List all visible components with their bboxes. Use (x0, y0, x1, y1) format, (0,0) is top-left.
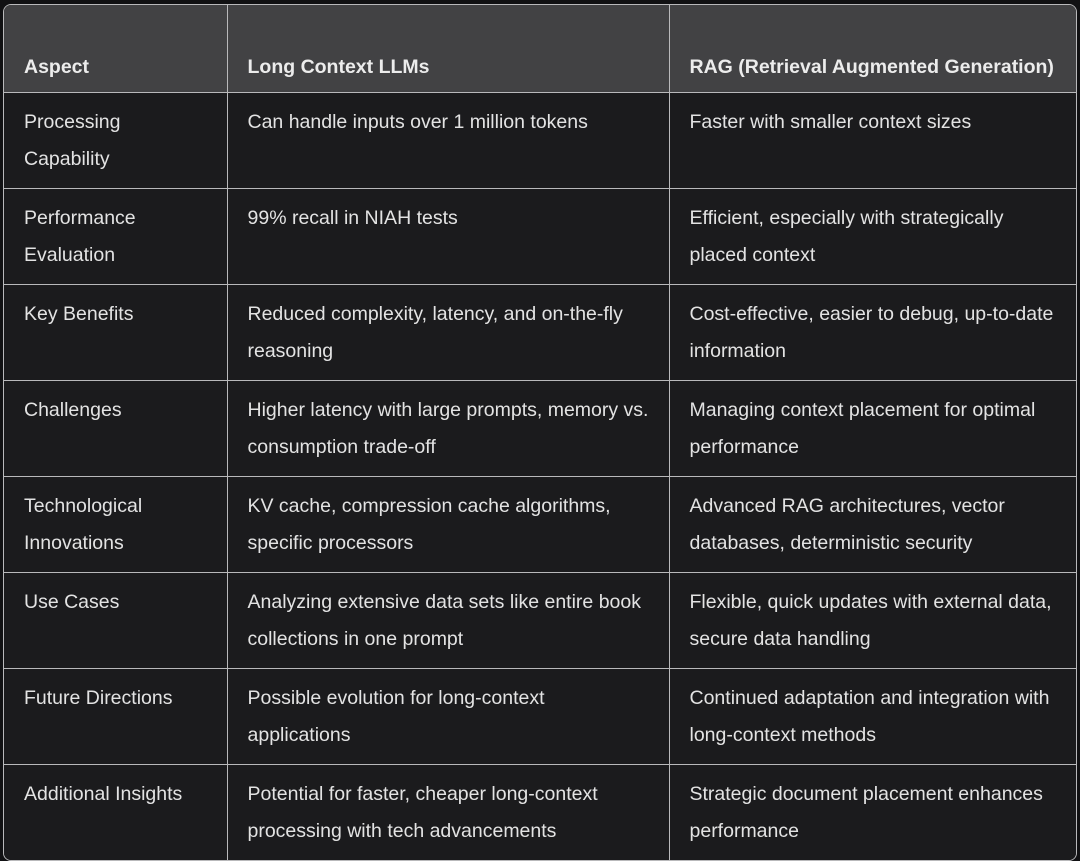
cell-aspect: Performance Evaluation (4, 188, 227, 284)
cell-long-context: Can handle inputs over 1 million tokens (227, 92, 669, 188)
cell-rag: Flexible, quick updates with external data, secure data handling (669, 572, 1076, 668)
cell-aspect: Challenges (4, 380, 227, 476)
cell-rag: Continued adaptation and integration with long-context methods (669, 668, 1076, 764)
table-row (4, 380, 1076, 476)
header-long-context-llms: Long Context LLMs (227, 5, 669, 92)
cell-rag: Efficient, especially with strategically placed context (669, 188, 1076, 284)
table-row (4, 764, 1076, 860)
cell-long-context: Analyzing extensive data sets like entire book collections in one prompt (227, 572, 669, 668)
cell-long-context: Possible evolution for long-context applications (227, 668, 669, 764)
cell-long-context: 99% recall in NIAH tests (227, 188, 669, 284)
cell-rag: Managing context placement for optimal performance (669, 380, 1076, 476)
comparison-table (4, 5, 1076, 860)
table-row (4, 476, 1076, 572)
cell-rag: Advanced RAG architectures, vector databases, deterministic security (669, 476, 1076, 572)
table-row (4, 572, 1076, 668)
comparison-table-container (3, 4, 1077, 861)
cell-long-context: Higher latency with large prompts, memory vs. consumption trade-off (227, 380, 669, 476)
header-aspect: Aspect (4, 5, 227, 92)
table-row (4, 92, 1076, 188)
table-row (4, 188, 1076, 284)
header-rag: RAG (Retrieval Augmented Generation) (669, 5, 1076, 92)
cell-aspect: Key Benefits (4, 284, 227, 380)
cell-rag: Strategic document placement enhances performance (669, 764, 1076, 860)
table-row (4, 668, 1076, 764)
cell-aspect: Future Directions (4, 668, 227, 764)
table-header-row (4, 5, 1076, 92)
cell-long-context: KV cache, compression cache algorithms, specific processors (227, 476, 669, 572)
cell-aspect: Technological Innovations (4, 476, 227, 572)
cell-long-context: Reduced complexity, latency, and on-the-fly reasoning (227, 284, 669, 380)
cell-long-context: Potential for faster, cheaper long-context processing with tech advancements (227, 764, 669, 860)
table-row (4, 284, 1076, 380)
cell-aspect: Additional Insights (4, 764, 227, 860)
cell-rag: Faster with smaller context sizes (669, 92, 1076, 188)
cell-aspect: Processing Capability (4, 92, 227, 188)
cell-aspect: Use Cases (4, 572, 227, 668)
cell-rag: Cost-effective, easier to debug, up-to-date information (669, 284, 1076, 380)
